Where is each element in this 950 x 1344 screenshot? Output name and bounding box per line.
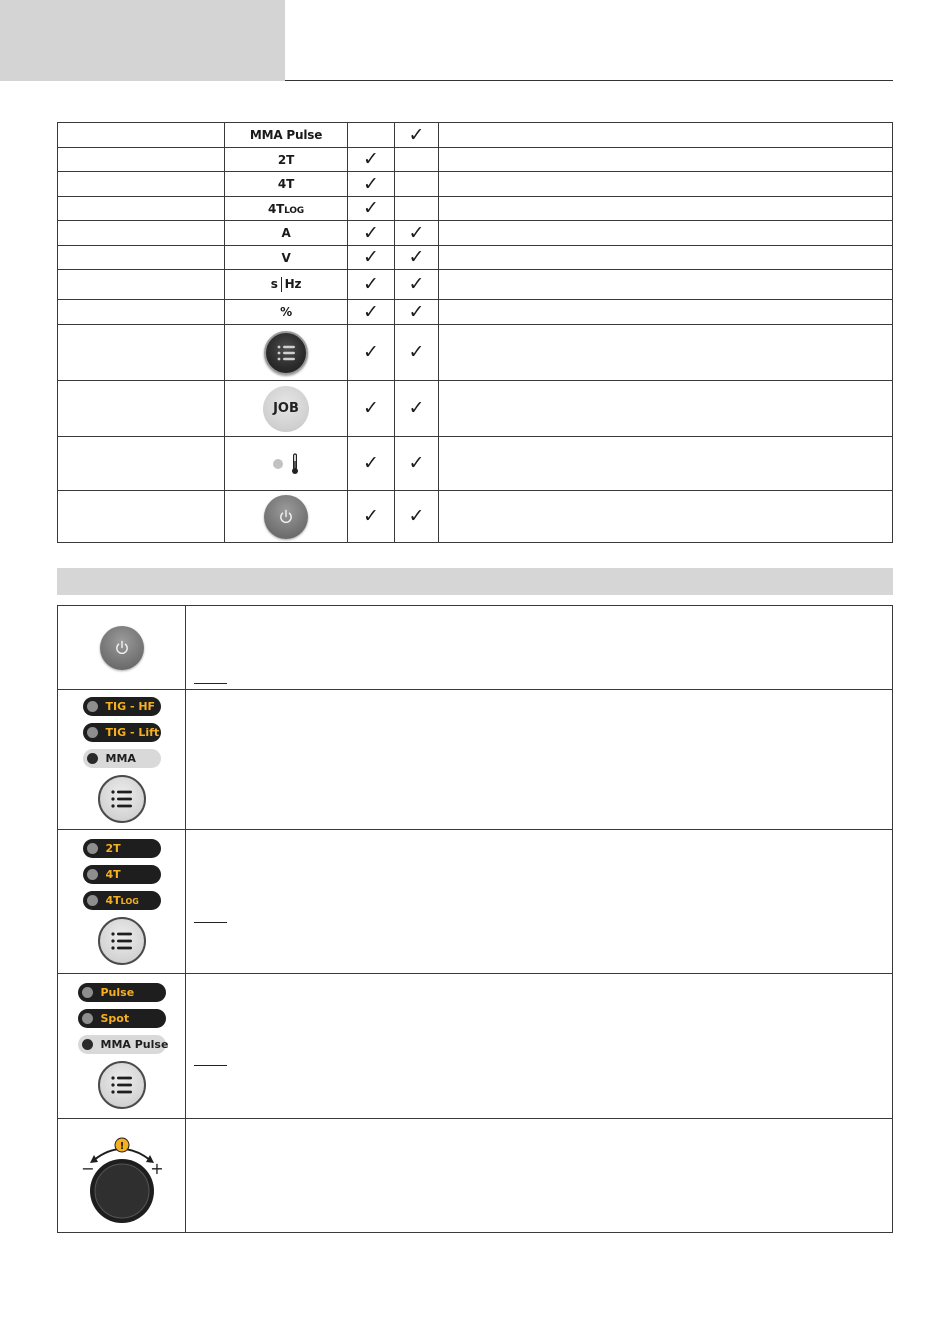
checkmark: ✓	[363, 172, 379, 195]
table-row	[58, 690, 893, 830]
icon-cell	[58, 1119, 186, 1233]
description-cell	[439, 491, 893, 543]
encoder-minus: −	[80, 1158, 95, 1178]
name-cell	[58, 172, 225, 197]
name-cell	[58, 148, 225, 172]
table-row	[58, 381, 893, 437]
trigger-pill-4t-log: 4TLOG	[83, 891, 161, 910]
checkmark: ✓	[408, 273, 425, 295]
underline-mark	[194, 922, 227, 923]
encoder-badge: !	[119, 1140, 124, 1152]
check-cell-a	[348, 172, 395, 197]
led-icon	[87, 753, 98, 764]
led-icon	[82, 987, 93, 998]
checkmark: ✓	[408, 246, 425, 268]
symbol-cell	[225, 221, 348, 246]
header-corner-block	[0, 0, 285, 81]
description-cell	[439, 325, 893, 381]
checkmark: ✓	[408, 505, 425, 527]
name-cell	[58, 270, 225, 300]
description-cell	[439, 246, 893, 270]
table-row	[58, 221, 893, 246]
symbol-cell	[225, 325, 348, 381]
table-row	[58, 325, 893, 381]
checkmark: ✓	[408, 300, 425, 323]
power-button-icon	[264, 495, 308, 539]
symbol-percent: %	[280, 305, 292, 319]
check-cell-b	[395, 246, 439, 270]
table-row	[58, 1119, 893, 1233]
symbol-cell	[225, 437, 348, 491]
icon-cell	[58, 830, 186, 974]
check-cell-a	[348, 491, 395, 543]
check-cell-b	[395, 172, 439, 197]
description-cell	[439, 197, 893, 221]
symbol-cell	[225, 491, 348, 543]
check-cell-a	[348, 148, 395, 172]
check-cell-b	[395, 491, 439, 543]
name-cell	[58, 123, 225, 148]
check-cell-a	[348, 437, 395, 491]
thermal-indicator	[225, 453, 347, 475]
name-cell	[58, 491, 225, 543]
check-cell-b	[395, 221, 439, 246]
checkmark: ✓	[363, 300, 379, 323]
symbol-volt: V	[281, 250, 291, 265]
description-cell	[186, 1119, 893, 1233]
description-cell	[439, 172, 893, 197]
description-cell	[186, 830, 893, 974]
encoder-knob-icon	[72, 1126, 172, 1226]
symbol-cell	[225, 123, 348, 148]
check-cell-b	[395, 270, 439, 300]
table-row	[58, 172, 893, 197]
check-cell-b	[395, 123, 439, 148]
checkmark: ✓	[363, 273, 379, 295]
pulse-pill-pulse: Pulse	[78, 983, 166, 1002]
modes-table	[57, 122, 893, 543]
symbol-cell	[225, 172, 348, 197]
trigger-pill-4t: 4T	[83, 865, 161, 884]
checkmark: ✓	[408, 123, 425, 146]
table-row	[58, 246, 893, 270]
name-cell	[58, 325, 225, 381]
table-row	[58, 148, 893, 172]
checkmark: ✓	[363, 221, 379, 244]
table-row	[58, 197, 893, 221]
controls-table	[57, 605, 893, 1233]
table-row	[58, 270, 893, 300]
symbol-4t: 4T	[277, 177, 295, 191]
icon-cell	[58, 606, 186, 690]
table-row	[58, 437, 893, 491]
table-row	[58, 491, 893, 543]
name-cell	[58, 197, 225, 221]
check-cell-a	[348, 197, 395, 221]
table-row	[58, 123, 893, 148]
description-cell	[439, 381, 893, 437]
pulse-pill-spot: Spot	[78, 1009, 166, 1028]
led-icon	[87, 895, 98, 906]
trigger-pill-2t: 2T	[83, 839, 161, 858]
thermometer-icon	[291, 453, 299, 475]
led-icon	[82, 1039, 93, 1050]
menu-button-icon	[98, 917, 146, 965]
symbol-seconds-hertz: s Hz	[270, 277, 302, 291]
symbol-cell	[225, 381, 348, 437]
led-icon	[87, 701, 98, 712]
power-button-icon	[100, 626, 144, 670]
name-cell	[58, 300, 225, 325]
symbol-cell	[225, 246, 348, 270]
check-cell-a	[348, 123, 395, 148]
symbol-cell	[225, 300, 348, 325]
check-cell-a	[348, 381, 395, 437]
check-cell-b	[395, 300, 439, 325]
description-cell	[439, 221, 893, 246]
symbol-2t: 2T	[277, 152, 295, 167]
check-cell-b	[395, 437, 439, 491]
icon-cell	[58, 974, 186, 1119]
checkmark: ✓	[363, 148, 379, 170]
symbol-mma-pulse: MMA Pulse	[249, 128, 323, 142]
checkmark: ✓	[363, 452, 379, 474]
process-pill-mma: MMA	[83, 749, 161, 768]
table-row	[58, 830, 893, 974]
name-cell	[58, 246, 225, 270]
check-cell-a	[348, 300, 395, 325]
name-cell	[58, 221, 225, 246]
checkmark: ✓	[408, 221, 425, 244]
underline-mark	[194, 683, 227, 684]
check-cell-b	[395, 325, 439, 381]
description-cell	[186, 606, 893, 690]
checkmark: ✓	[363, 246, 379, 268]
symbol-cell	[225, 148, 348, 172]
led-icon	[82, 1013, 93, 1024]
process-pill-tig-hf: TIG - HF	[83, 697, 161, 716]
menu-button-icon	[264, 331, 308, 375]
table-row	[58, 300, 893, 325]
led-icon	[87, 843, 98, 854]
underline-mark	[194, 1065, 227, 1066]
menu-button-icon	[98, 1061, 146, 1109]
symbol-ampere: A	[281, 226, 291, 240]
table-row	[58, 606, 893, 690]
header-rule	[285, 80, 893, 81]
checkmark: ✓	[363, 197, 379, 219]
symbol-cell	[225, 270, 348, 300]
description-cell	[186, 690, 893, 830]
name-cell	[58, 437, 225, 491]
check-cell-b	[395, 197, 439, 221]
job-button-icon: JOB	[263, 386, 309, 432]
table-row	[58, 974, 893, 1119]
checkmark: ✓	[408, 397, 425, 419]
description-cell	[439, 270, 893, 300]
symbol-4t-log: 4TLOG	[268, 201, 304, 216]
check-cell-a	[348, 246, 395, 270]
process-pill-tig-lift: TIG - Lift	[83, 723, 161, 742]
check-cell-b	[395, 381, 439, 437]
checkmark: ✓	[408, 452, 425, 474]
description-cell	[439, 148, 893, 172]
checkmark: ✓	[363, 505, 379, 527]
check-cell-a	[348, 270, 395, 300]
name-cell	[58, 381, 225, 437]
checkmark: ✓	[363, 341, 379, 363]
check-cell-a	[348, 325, 395, 381]
check-cell-b	[395, 148, 439, 172]
led-icon	[87, 869, 98, 880]
description-cell	[439, 123, 893, 148]
led-icon	[87, 727, 98, 738]
encoder-plus: +	[149, 1158, 164, 1178]
thermal-led-icon	[273, 459, 283, 469]
pulse-pill-mma-pulse: MMA Pulse	[78, 1035, 166, 1054]
description-cell	[439, 437, 893, 491]
menu-button-icon	[98, 775, 146, 823]
section-heading-band	[57, 568, 893, 595]
check-cell-a	[348, 221, 395, 246]
checkmark: ✓	[408, 341, 425, 363]
symbol-cell	[225, 197, 348, 221]
checkmark: ✓	[363, 397, 379, 419]
icon-cell	[58, 690, 186, 830]
description-cell	[186, 974, 893, 1119]
description-cell	[439, 300, 893, 325]
